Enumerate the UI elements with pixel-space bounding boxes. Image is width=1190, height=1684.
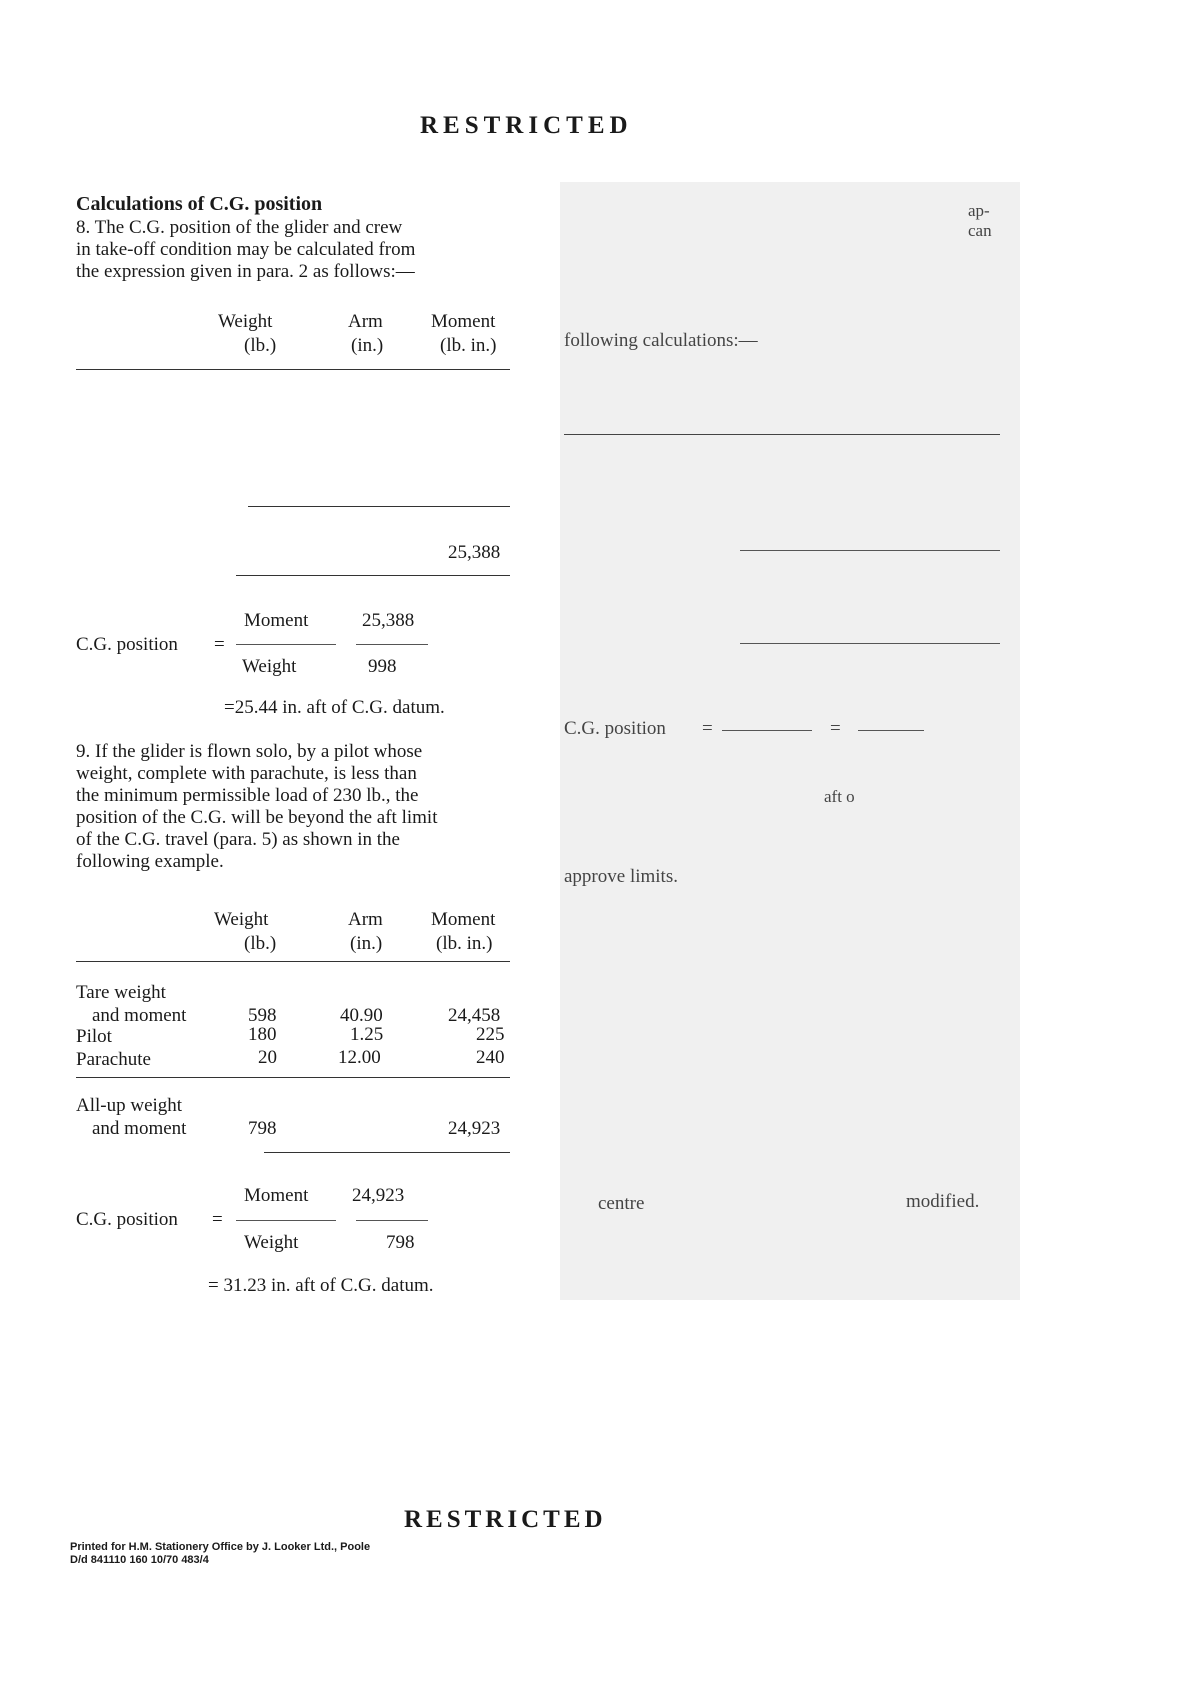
right-rule-3 xyxy=(740,643,1000,644)
right-aft-fragment: aft o xyxy=(824,787,855,806)
table2-row1-label: Tare weight xyxy=(76,982,166,1003)
table2-row1-arm: 40.90 xyxy=(340,1005,383,1026)
table2-row1-moment: 24,458 xyxy=(448,1005,501,1026)
table2-header-moment: Moment xyxy=(431,909,496,930)
table1-header-arm: Arm xyxy=(348,311,383,332)
para8-line-1: 8. The C.G. position of the glider and crew xyxy=(76,217,403,238)
cg2-fraction-bar-2 xyxy=(356,1220,428,1221)
table2-row1-label-cont: and moment xyxy=(92,1005,187,1026)
right-following-calculations: following calculations:— xyxy=(564,330,758,351)
cg2-denominator-value: 798 xyxy=(386,1232,415,1253)
table2-mid-rule xyxy=(76,1077,510,1078)
table1-unit-weight: (lb.) xyxy=(244,335,277,356)
right-cg-label: C.G. position xyxy=(564,718,666,739)
right-approve-limits: approve limits. xyxy=(564,866,678,887)
table2-row3-arm: 12.00 xyxy=(338,1047,381,1068)
table1-bottom-rule xyxy=(236,575,510,576)
table2-row2-moment: 225 xyxy=(476,1024,505,1045)
right-rule-2 xyxy=(740,550,1000,551)
right-centre-fragment: centre xyxy=(598,1193,645,1214)
table2-total-moment: 24,923 xyxy=(448,1118,501,1139)
table2-total-label-cont: and moment xyxy=(92,1118,187,1139)
para9-line-3: the minimum permissible load of 230 lb., the xyxy=(76,785,419,806)
cg2-fraction-bar-1 xyxy=(236,1220,336,1221)
table1-header-moment: Moment xyxy=(431,311,496,332)
table2-row3-moment: 240 xyxy=(476,1047,505,1068)
table2-total-weight: 798 xyxy=(248,1118,277,1139)
cg2-denominator-label: Weight xyxy=(244,1232,299,1253)
page-header-restricted: RESTRICTED xyxy=(420,112,633,139)
para9-line-2: weight, complete with parachute, is less than xyxy=(76,763,417,784)
table2-total-label: All-up weight xyxy=(76,1095,183,1116)
para8-line-2: in take-off condition may be calculated from xyxy=(76,239,416,260)
right-fragment-ap: ap- xyxy=(968,201,990,220)
cg2-label: C.G. position xyxy=(76,1209,178,1230)
right-cg-bar-2 xyxy=(858,730,924,731)
table2-row1-weight: 598 xyxy=(248,1005,277,1026)
cg2-numerator-label: Moment xyxy=(244,1185,309,1206)
cg1-fraction-bar-2 xyxy=(356,644,428,645)
cg1-denominator-value: 998 xyxy=(368,656,397,677)
table2-unit-moment: (lb. in.) xyxy=(436,933,493,954)
table2-row2-arm: 1.25 xyxy=(350,1024,384,1045)
right-cg-equals-1: = xyxy=(702,718,713,739)
table1-unit-moment: (lb. in.) xyxy=(440,335,497,356)
right-cg-equals-2: = xyxy=(830,718,841,739)
table2-row3-weight: 20 xyxy=(258,1047,277,1068)
table1-subtotal-rule xyxy=(248,506,510,507)
table2-header-arm: Arm xyxy=(348,909,383,930)
right-cg-bar-1 xyxy=(722,730,812,731)
table1-total-moment: 25,388 xyxy=(448,542,501,563)
table1-unit-arm: (in.) xyxy=(351,335,384,356)
footer-restricted: RESTRICTED xyxy=(404,1506,607,1533)
section-heading: Calculations of C.G. position xyxy=(76,193,323,215)
table2-header-weight: Weight xyxy=(214,909,269,930)
table1-top-rule xyxy=(76,369,510,370)
table2-top-rule xyxy=(76,961,510,962)
cg1-numerator-label: Moment xyxy=(244,610,309,631)
cg1-denominator-label: Weight xyxy=(242,656,297,677)
table2-row2-label: Pilot xyxy=(76,1026,112,1047)
para9-line-4: position of the C.G. will be beyond the aft limit xyxy=(76,807,438,828)
footer-printer-line: Printed for H.M. Stationery Office by J. Looker Ltd., Poole xyxy=(70,1541,371,1553)
table2-row2-weight: 180 xyxy=(248,1024,277,1045)
table2-unit-weight: (lb.) xyxy=(244,933,277,954)
table2-bottom-rule xyxy=(264,1152,510,1153)
table2-row3-label: Parachute xyxy=(76,1049,151,1070)
cg1-equals: = xyxy=(214,634,225,655)
para9-line-6: following example. xyxy=(76,851,224,872)
cg2-result: = 31.23 in. aft of C.G. datum. xyxy=(208,1275,434,1296)
cg2-numerator-value: 24,923 xyxy=(352,1185,405,1206)
footer-code-line: D/d 841110 160 10/70 483/4 xyxy=(70,1554,209,1566)
para9-line-5: of the C.G. travel (para. 5) as shown in the xyxy=(76,829,400,850)
table2-unit-arm: (in.) xyxy=(350,933,383,954)
right-modified-fragment: modified. xyxy=(906,1191,980,1212)
table1-header-weight: Weight xyxy=(218,311,273,332)
cg1-label: C.G. position xyxy=(76,634,178,655)
right-fragment-can: can xyxy=(968,221,992,240)
cg1-result: =25.44 in. aft of C.G. datum. xyxy=(224,697,445,718)
para8-line-3: the expression given in para. 2 as follows:— xyxy=(76,261,415,282)
cg1-numerator-value: 25,388 xyxy=(362,610,415,631)
cg2-equals: = xyxy=(212,1209,223,1230)
right-rule-1 xyxy=(564,434,1000,435)
cg1-fraction-bar-1 xyxy=(236,644,336,645)
para9-line-1: 9. If the glider is flown solo, by a pilot whose xyxy=(76,741,423,762)
